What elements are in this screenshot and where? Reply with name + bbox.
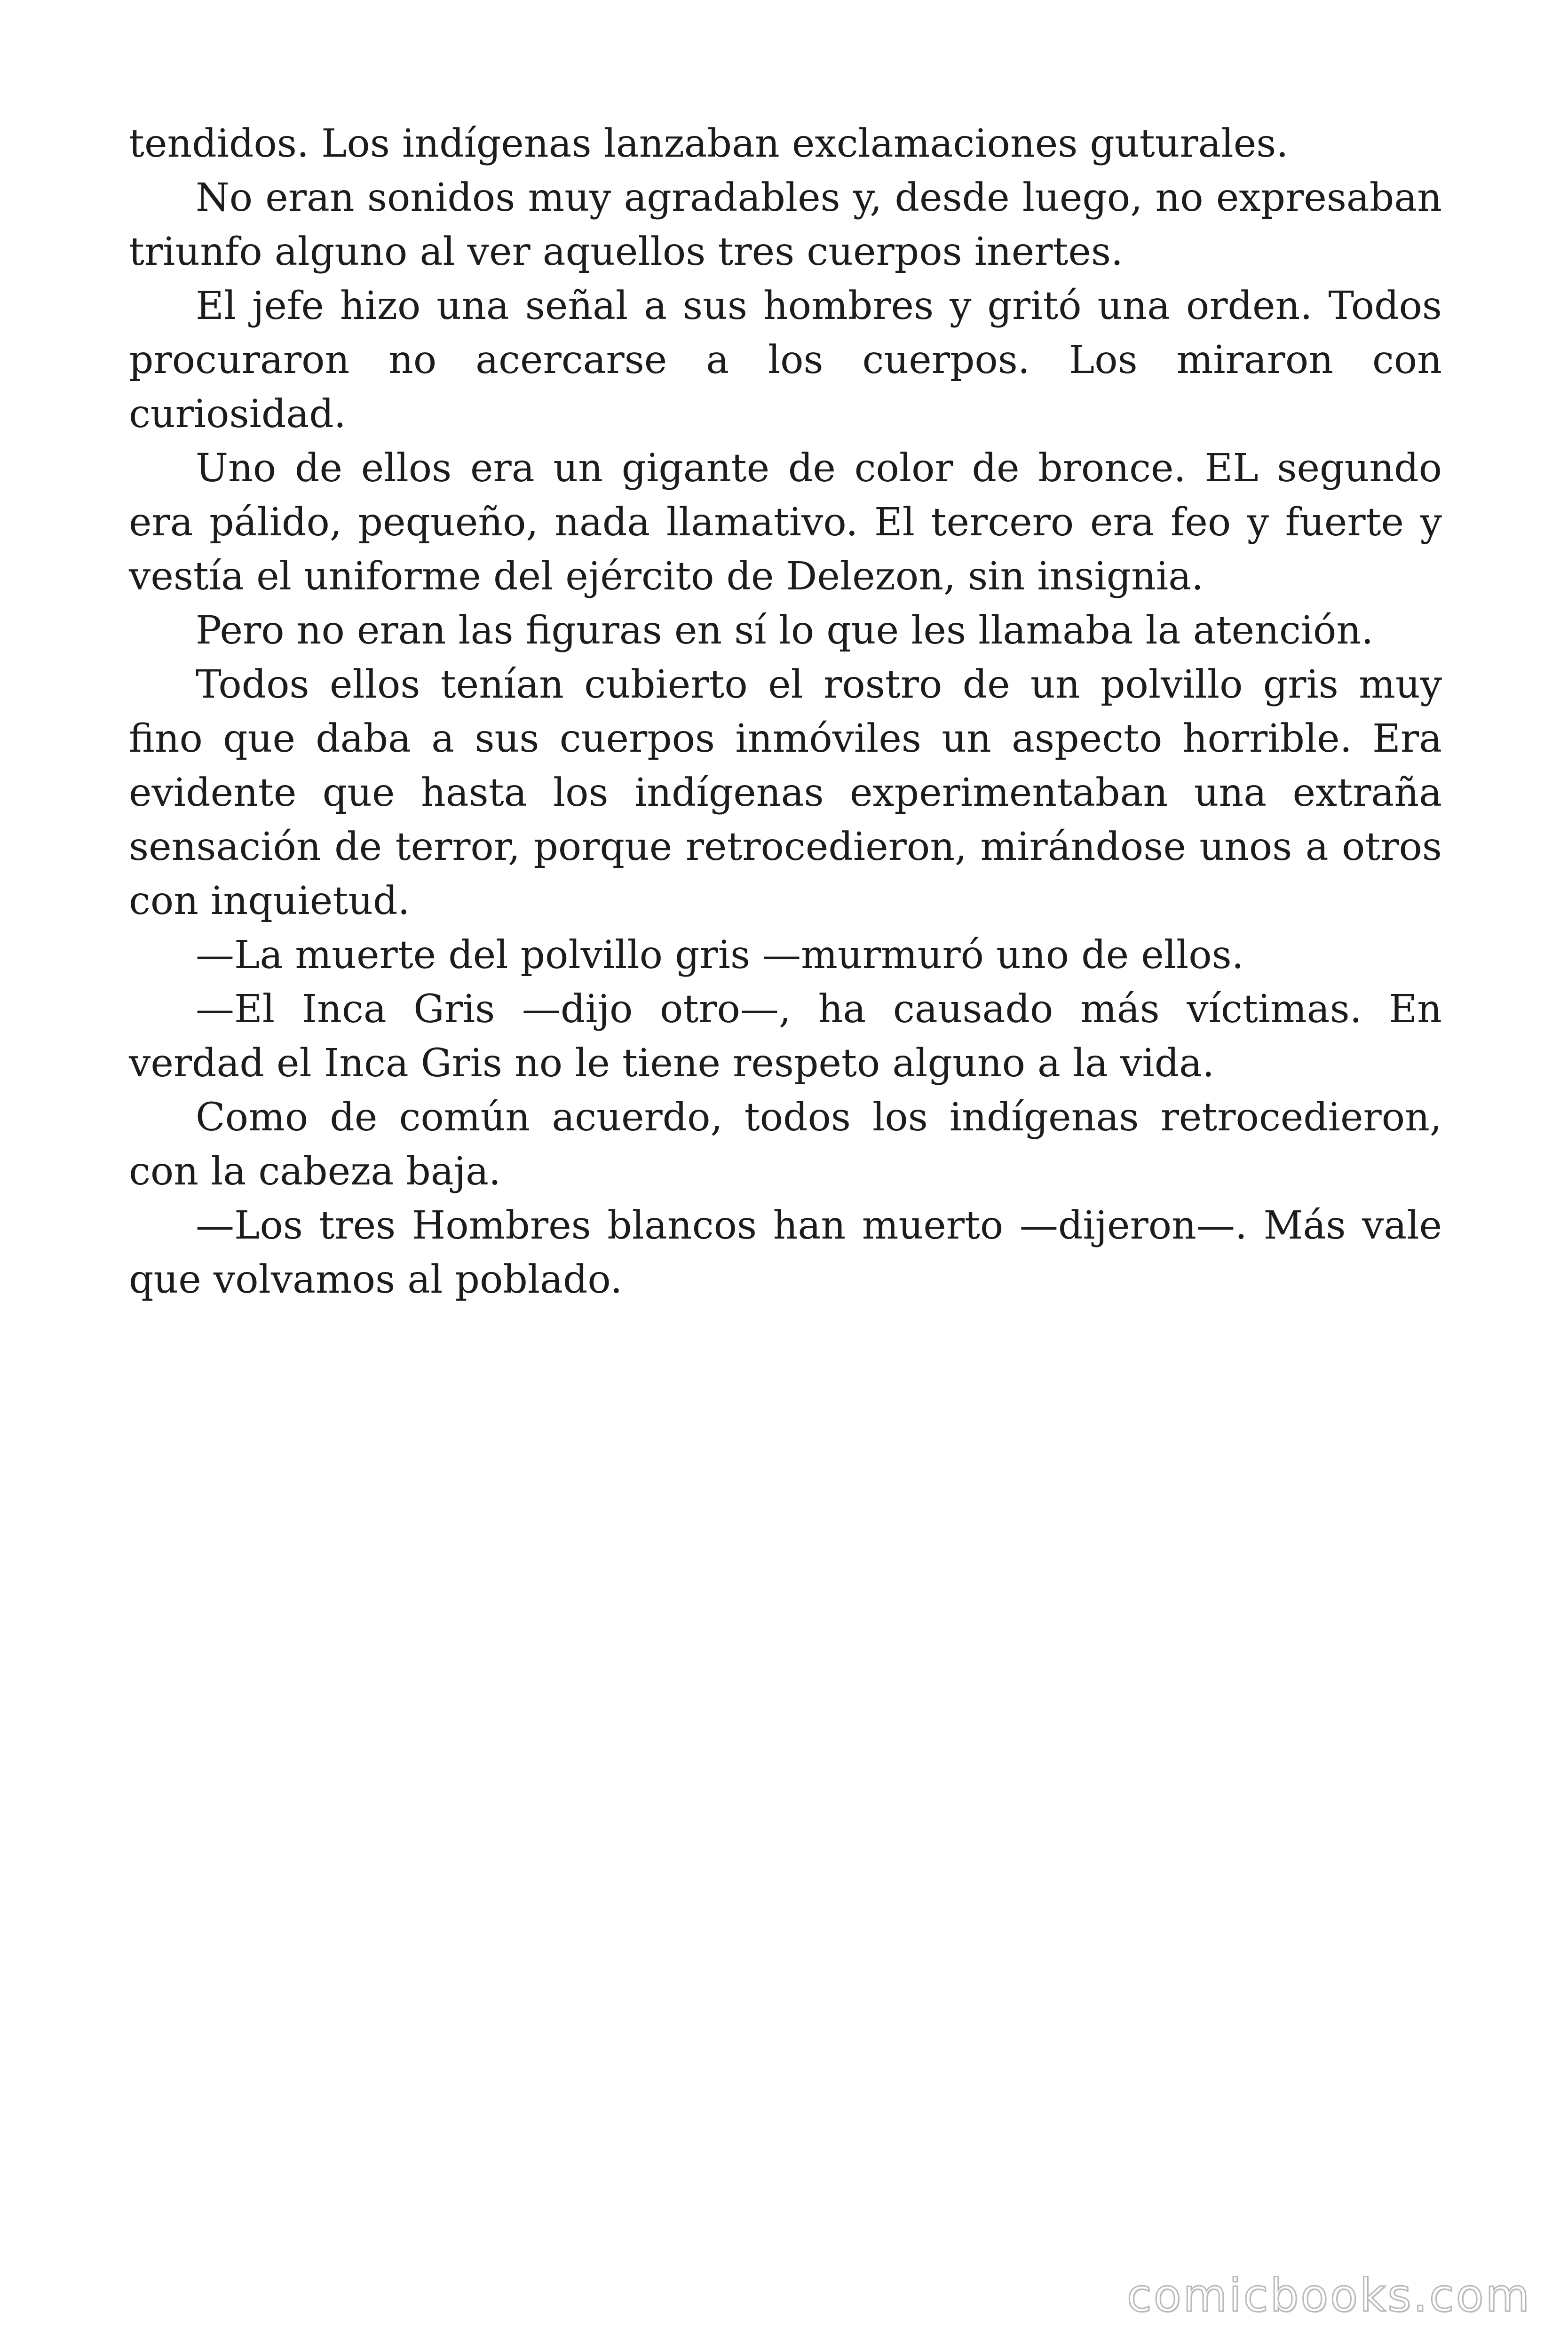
- paragraph: Pero no eran las figuras en sí lo que les llamaba la atención.: [196, 608, 1374, 653]
- paragraph: El jefe hizo una señal a sus hombres y gritó una orden. Todos procuraron no acercarse a los cuerpos. Los miraron con curiosidad.: [129, 284, 1442, 437]
- body-text: [129, 117, 1442, 1307]
- paragraph: No eran sonidos muy agradables y, desde luego, no expresaban triunfo alguno al ver aquellos tres cuerpos inertes.: [129, 175, 1442, 274]
- paragraph: Todos ellos tenían cubierto el rostro de un polvillo gris muy fino que daba a sus cuerpos inmóviles un aspecto horrible. Era evidente que hasta los indígenas experimentaban una extraña sensación de terror, porque retrocedieron, mirándose unos a otros con inquietud.: [129, 662, 1442, 923]
- paragraph: —La muerte del polvillo gris —murmuró uno de ellos.: [196, 933, 1244, 977]
- paragraph: —Los tres Hombres blancos han muerto —dijeron—. Más vale que volvamos al poblado.: [129, 1203, 1442, 1302]
- watermark: comicbooks.com: [1126, 2269, 1531, 2322]
- paragraph: Uno de ellos era un gigante de color de bronce. EL segundo era pálido, pequeño, nada llamativo. El tercero era feo y fuerte y vestía el uniforme del ejército de Delezon, sin insignia.: [129, 446, 1442, 599]
- paragraph: tendidos. Los indígenas lanzaban exclamaciones guturales.: [129, 121, 1289, 166]
- paragraph: —El Inca Gris —dijo otro—, ha causado más víctimas. En verdad el Inca Gris no le tiene respeto alguno a la vida.: [129, 987, 1442, 1086]
- paragraph: Como de común acuerdo, todos los indígenas retrocedieron, con la cabeza baja.: [129, 1095, 1442, 1194]
